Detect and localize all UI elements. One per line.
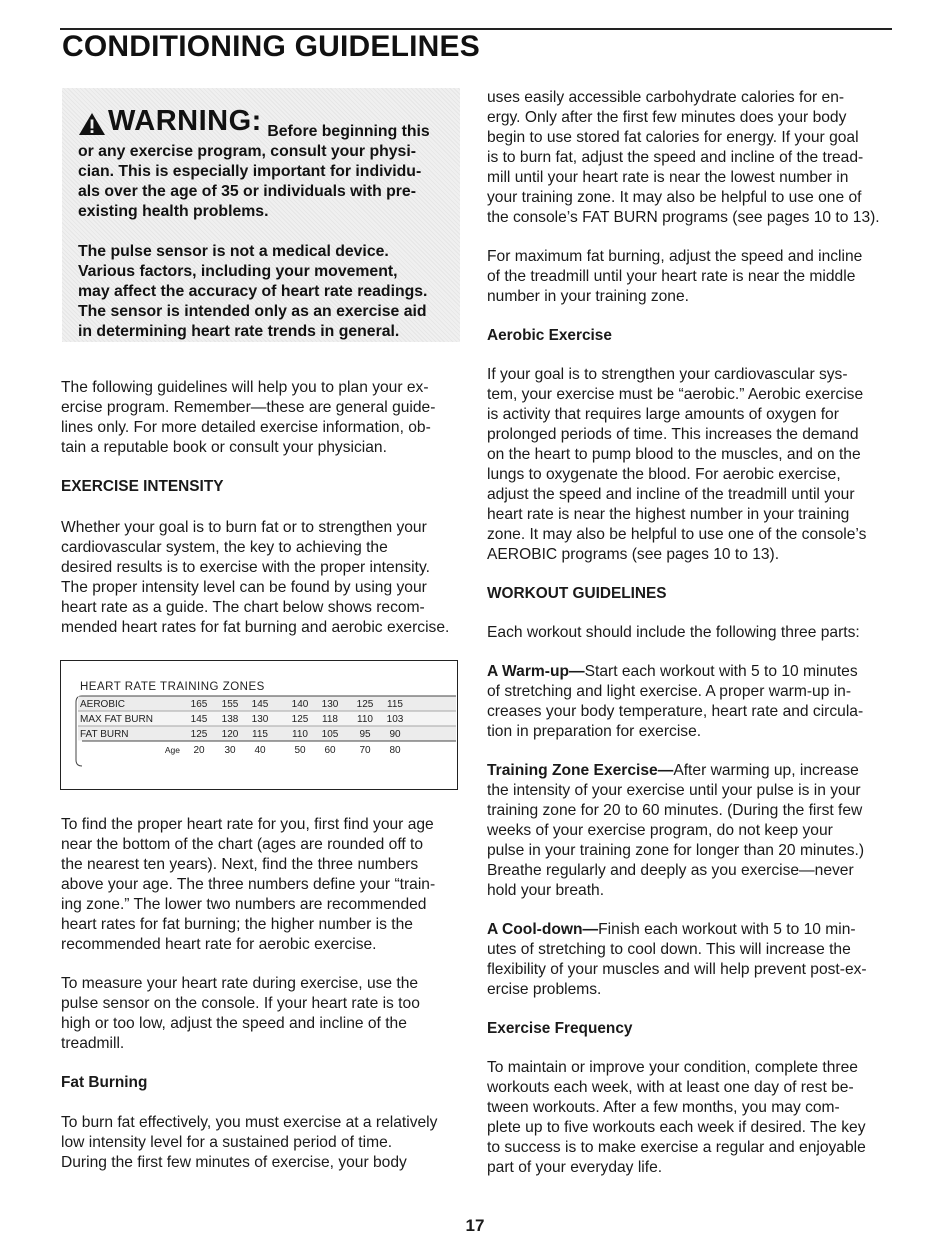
heart-rate-chart [60,660,458,790]
text-line: lines only. For more detailed exercise information, ob- [61,419,431,436]
text-line: als over the age of 35 or individuals with pre- [78,183,416,200]
text-line: workouts each week, with at least one day of rest be- [487,1079,854,1096]
fat-burning-paragraph [61,1113,466,1173]
heart-rate-value: 120 [221,729,239,740]
text-line: If your goal is to strengthen your cardiovascular sys- [487,366,848,383]
warmup-lead: A Warm-up— [487,663,585,680]
heart-rate-value: 140 [291,699,309,710]
text-line: mended heart rates for fat burning and aerobic exercise. [61,619,450,636]
heart-rate-value: 90 [389,729,401,740]
warning-lead-line: Before beginning this [267,123,430,140]
text-line: Whether your goal is to burn fat or to strengthen your [61,519,427,536]
text-line: is to burn fat, adjust the speed and incline of the tread- [487,149,864,166]
text-line: is activity that requires large amounts of oxygen for [487,406,839,423]
text-line: Breathe regularly and deeply as you exercise—never [487,862,854,879]
text-line: utes of stretching to cool down. This will increase the [487,941,851,958]
text-line: existing health problems. [78,203,269,220]
text-line: begin to use stored fat calories for energy. If your goal [487,129,859,146]
training-paragraph [487,761,897,901]
text-line: lungs to oxygenate the blood. For aerobic exercise, [487,466,841,483]
training-text [487,762,864,899]
text-line: Various factors, including your movement, [78,263,398,280]
heading-fat-burning: Fat Burning [61,1074,148,1091]
text-line: plete up to five workouts each week if desired. The key [487,1119,866,1136]
heading-exercise-frequency: Exercise Frequency [487,1020,633,1037]
text-line: may affect the accuracy of heart rate readings. [78,283,428,300]
text-line: low intensity level for a sustained period of time. [61,1134,393,1151]
series-label: MAX FAT BURN [80,714,153,725]
aerobic-paragraph [487,365,897,565]
heart-rate-value: 110 [357,714,373,725]
age-tick-label: 30 [224,745,236,756]
text-line: uses easily accessible carbohydrate calories for en- [487,89,845,106]
text-line: the console’s FAT BURN programs (see pages 10 to 13). [487,209,880,226]
text-line: AEROBIC programs (see pages 10 to 13). [487,546,780,563]
text-line: Finish each workout with 5 to 10 min- [598,921,856,938]
age-tick-label: 40 [254,745,266,756]
text-line: For maximum fat burning, adjust the speed and incline [487,248,863,265]
text-line: ercise problems. [487,981,602,998]
age-tick-label: 70 [359,745,371,756]
warning-colon: : [251,105,262,137]
heading-exercise-intensity: EXERCISE INTENSITY [61,478,224,495]
warning-word: WARNING [108,105,252,137]
text-line: To maintain or improve your condition, complete three [487,1059,858,1076]
intensity-paragraph [61,518,466,638]
text-line: After warming up, increase [673,762,859,779]
heart-rate-value: 130 [321,699,339,710]
warning-paragraph-2 [78,242,453,342]
text-line: above your age. The three numbers define your “train- [61,876,436,893]
heart-rate-value: 103 [386,714,404,725]
heart-rate-value: 155 [221,699,239,710]
text-line: ergy. Only after the first few minutes does your body [487,109,847,126]
warmup-paragraph [487,662,897,742]
text-line: recommended heart rate for aerobic exercise. [61,936,377,953]
text-line: The following guidelines will help you to plan your ex- [61,379,429,396]
text-line: high or too low, adjust the speed and incline of the [61,1015,407,1032]
series-label: AEROBIC [80,699,126,710]
heart-rate-value: 145 [251,699,269,710]
age-tick-label: 50 [294,745,306,756]
frequency-paragraph [487,1058,897,1178]
find-rate-paragraph [61,815,466,955]
text-line: treadmill. [61,1035,125,1052]
warning-text [78,106,453,342]
text-line: adjust the speed and incline of the treadmill until your [487,486,855,503]
text-line: the intensity of your exercise until your pulse is in your [487,782,861,799]
text-line: to success is to make exercise a regular and enjoyable [487,1139,866,1156]
text-line: or any exercise program, consult your physi- [78,143,416,160]
heart-rate-value: 118 [322,714,338,725]
heart-rate-value: 145 [190,714,208,725]
text-line: the nearest ten years). Next, find the three numbers [61,856,419,873]
heart-rate-value: 105 [321,729,339,740]
text-line: heart rate is near the highest number in your training [487,506,850,523]
text-line: in determining heart rate trends in general. [78,323,400,340]
text-line: The pulse sensor is not a medical device. [78,243,389,260]
warning-box [62,88,460,342]
measure-paragraph [61,974,466,1054]
heading-workout-guidelines: WORKOUT GUIDELINES [487,585,667,602]
heart-rate-value: 95 [359,729,371,740]
text-line: heart rate as a guide. The chart below shows recom- [61,599,425,616]
text-line: mill until your heart rate is near the lowest number in [487,169,849,186]
heart-rate-value: 125 [190,729,208,740]
text-line: cian. This is especially important for individu- [78,163,422,180]
text-line: weeks of your exercise program, do not keep your [487,822,833,839]
text-line: prolonged periods of time. This increases the demand [487,426,859,443]
warning-heading [78,106,267,136]
text-line: number in your training zone. [487,288,689,305]
right-column [487,88,897,1178]
text-line: pulse sensor on the console. If your heart rate is too [61,995,420,1012]
text-line: pulse in your training zone for longer than 20 minutes.) [487,842,865,859]
text-line: To burn fat effectively, you must exercise at a relatively [61,1114,438,1131]
text-line: ercise program. Remember—these are general guide- [61,399,436,416]
intro-paragraph [61,378,466,458]
chart-title: HEART RATE TRAINING ZONES [80,681,265,693]
max-fat-paragraph [487,247,897,307]
warning-paragraph-1 [78,142,453,222]
heart-rate-value: 125 [291,714,309,725]
text-line: cardiovascular system, the key to achieving the [61,539,388,556]
page-number: 17 [465,1216,485,1235]
text-line: training zone for 20 to 60 minutes. (During the first few [487,802,863,819]
text-line: tem, your exercise must be “aerobic.” Aerobic exercise [487,386,864,403]
heart-rate-value: 115 [252,729,268,740]
carb-paragraph [487,88,897,228]
age-tick-label: 20 [193,745,205,756]
text-line: zone. It may also be helpful to use one of the console’s [487,526,867,543]
text-line: your training zone. It may also be helpful to use one of [487,189,862,206]
text-line: The sensor is intended only as an exercise aid [78,303,427,320]
age-tick-label: 80 [389,745,401,756]
text-line: hold your breath. [487,882,605,899]
cooldown-paragraph [487,920,897,1000]
cooldown-lead: A Cool-down— [487,921,599,938]
text-line: of stretching and light exercise. A proper warm-up in- [487,683,852,700]
heart-rate-value: 115 [387,699,403,710]
heart-rate-value: 138 [221,714,239,725]
training-lead: Training Zone Exercise— [487,762,674,779]
heart-rate-value: 125 [356,699,374,710]
page-title: CONDITIONING GUIDELINES [62,30,480,63]
series-label: FAT BURN [80,729,129,740]
heading-aerobic-exercise: Aerobic Exercise [487,327,612,344]
text-line: To measure your heart rate during exercise, use the [61,975,419,992]
text-line: heart rates for fat burning; the higher number is the [61,916,413,933]
text-line: The proper intensity level can be found by using your [61,579,427,596]
workout-intro: Each workout should include the following three parts: [487,624,860,641]
text-line: desired results is to exercise with the proper intensity. [61,559,430,576]
heart-rate-value: 110 [292,729,308,740]
text-line: During the first few minutes of exercise, your body [61,1154,407,1171]
age-tick-label: 60 [324,745,336,756]
text-line: tain a reputable book or consult your physician. [61,439,387,456]
heart-rate-value: 165 [190,699,208,710]
text-line: creases your body temperature, heart rate and circula- [487,703,864,720]
text-line: of the treadmill until your heart rate is near the middle [487,268,856,285]
heart-rate-value: 130 [251,714,269,725]
text-line: tion in preparation for exercise. [487,723,702,740]
text-line: flexibility of your muscles and will help prevent post-ex- [487,961,867,978]
age-axis-label: Age [164,745,180,755]
warning-triangle-icon [78,112,106,136]
text-line: on the heart to pump blood to the muscles, and on the [487,446,861,463]
text-line: part of your everyday life. [487,1159,663,1176]
text-line: Start each workout with 5 to 10 minutes [584,663,858,680]
text-line: ing zone.” The lower two numbers are recommended [61,896,427,913]
text-line: tween workouts. After a few months, you may com- [487,1099,840,1116]
text-line: near the bottom of the chart (ages are rounded off to [61,836,424,853]
text-line: To find the proper heart rate for you, first find your age [61,816,434,833]
